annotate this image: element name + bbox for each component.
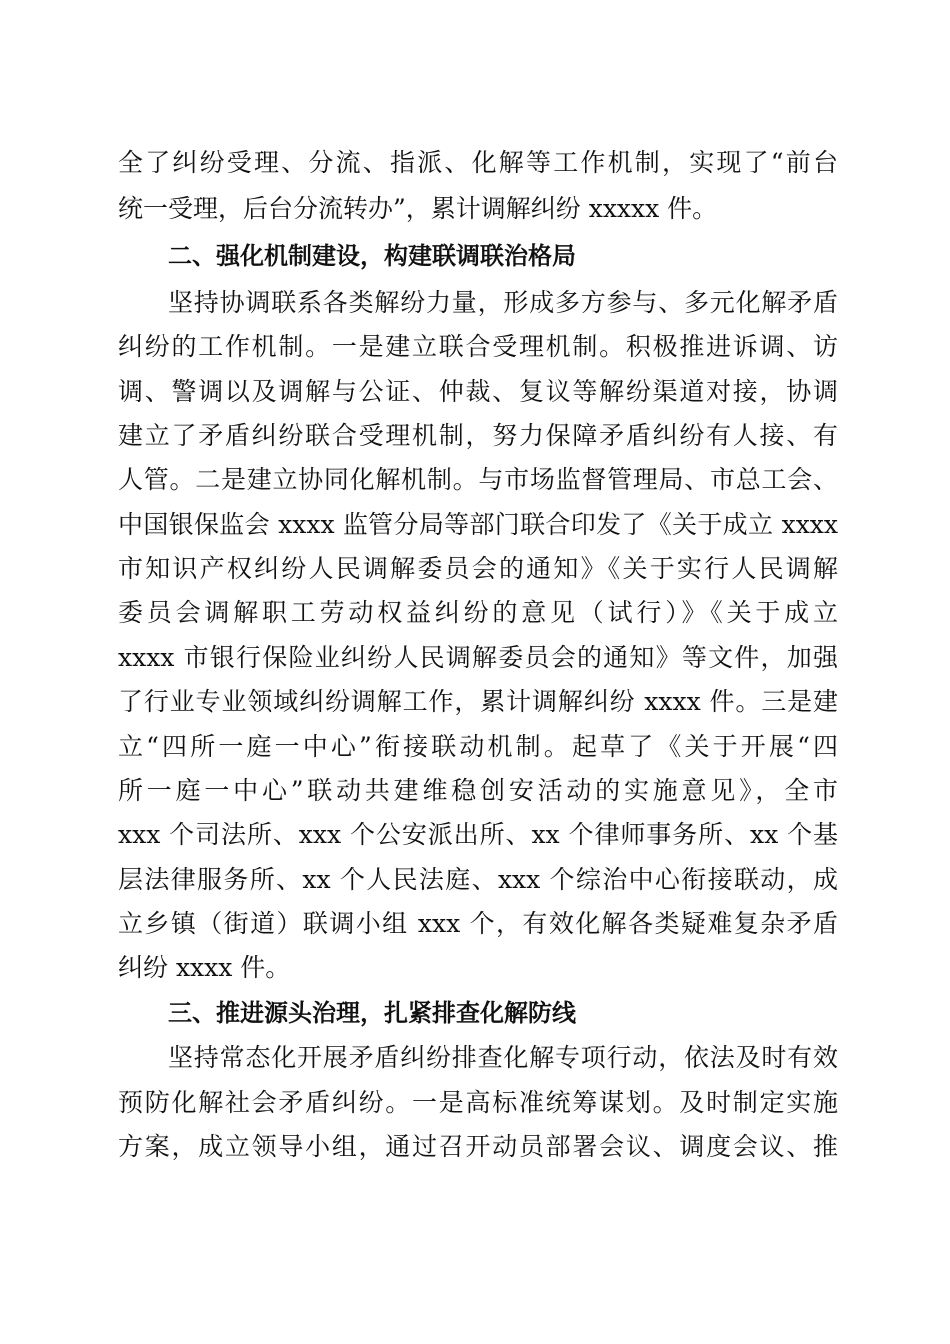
paragraph-line: 人管。二是建立协同化解机制。与市场监督管理局、市总工会、: [118, 465, 838, 494]
paragraph-line: 立乡镇（街道）联调小组 xxx 个，有效化解各类疑难复杂矛盾: [118, 909, 838, 938]
paragraph-first-line: 坚持常态化开展矛盾纠纷排查化解专项行动，依法及时有效: [168, 1043, 838, 1072]
paragraph-first-line: 坚持协调联系各类解纷力量，形成多方参与、多元化解矛盾: [168, 288, 838, 317]
paragraph-line: 层法律服务所、xx 个人民法庭、xxx 个综治中心衔接联动，成: [118, 865, 838, 894]
paragraph-line: xxxx 市银行保险业纠纷人民调解委员会的通知》等文件，加强: [118, 643, 838, 672]
paragraph-line: 统一受理，后台分流转办”，累计调解纠纷 xxxxx 件。: [118, 194, 718, 223]
paragraph-line: 调、警调以及调解与公证、仲裁、复议等解纷渠道对接，协调: [118, 377, 838, 406]
paragraph-line: 立“四所一庭一中心”衔接联动机制。起草了《关于开展“四: [118, 732, 838, 761]
paragraph-line: 委员会调解职工劳动权益纠纷的意见（试行）》《关于成立: [118, 598, 838, 627]
section-heading-3: 三、推进源头治理，扎紧排查化解防线: [168, 999, 576, 1027]
paragraph-line: 纠纷的工作机制。一是建立联合受理机制。积极推进诉调、访: [118, 332, 838, 361]
paragraph-line: 纠纷 xxxx 件。: [118, 953, 291, 982]
section-heading-2: 二、强化机制建设，构建联调联治格局: [168, 242, 576, 270]
paragraph-line: 中国银保监会 xxxx 监管分局等部门联合印发了《关于成立 xxxx: [118, 510, 838, 539]
paragraph-line: 方案，成立领导小组，通过召开动员部署会议、调度会议、推: [118, 1132, 838, 1161]
paragraph-line: 市知识产权纠纷人民调解委员会的通知》《关于实行人民调解: [118, 554, 838, 583]
paragraph-line: 预防化解社会矛盾纠纷。一是高标准统筹谋划。及时制定实施: [118, 1088, 838, 1117]
paragraph-line: xxx 个司法所、xxx 个公安派出所、xx 个律师事务所、xx 个基: [118, 820, 838, 849]
paragraph-line: 全了纠纷受理、分流、指派、化解等工作机制，实现了“前台: [118, 148, 838, 177]
paragraph-line: 了行业专业领域纠纷调解工作，累计调解纠纷 xxxx 件。三是建: [118, 687, 838, 716]
paragraph-line: 建立了矛盾纠纷联合受理机制，努力保障矛盾纠纷有人接、有: [118, 421, 838, 450]
paragraph-line: 所一庭一中心”联动共建维稳创安活动的实施意见》，全市: [118, 776, 838, 805]
